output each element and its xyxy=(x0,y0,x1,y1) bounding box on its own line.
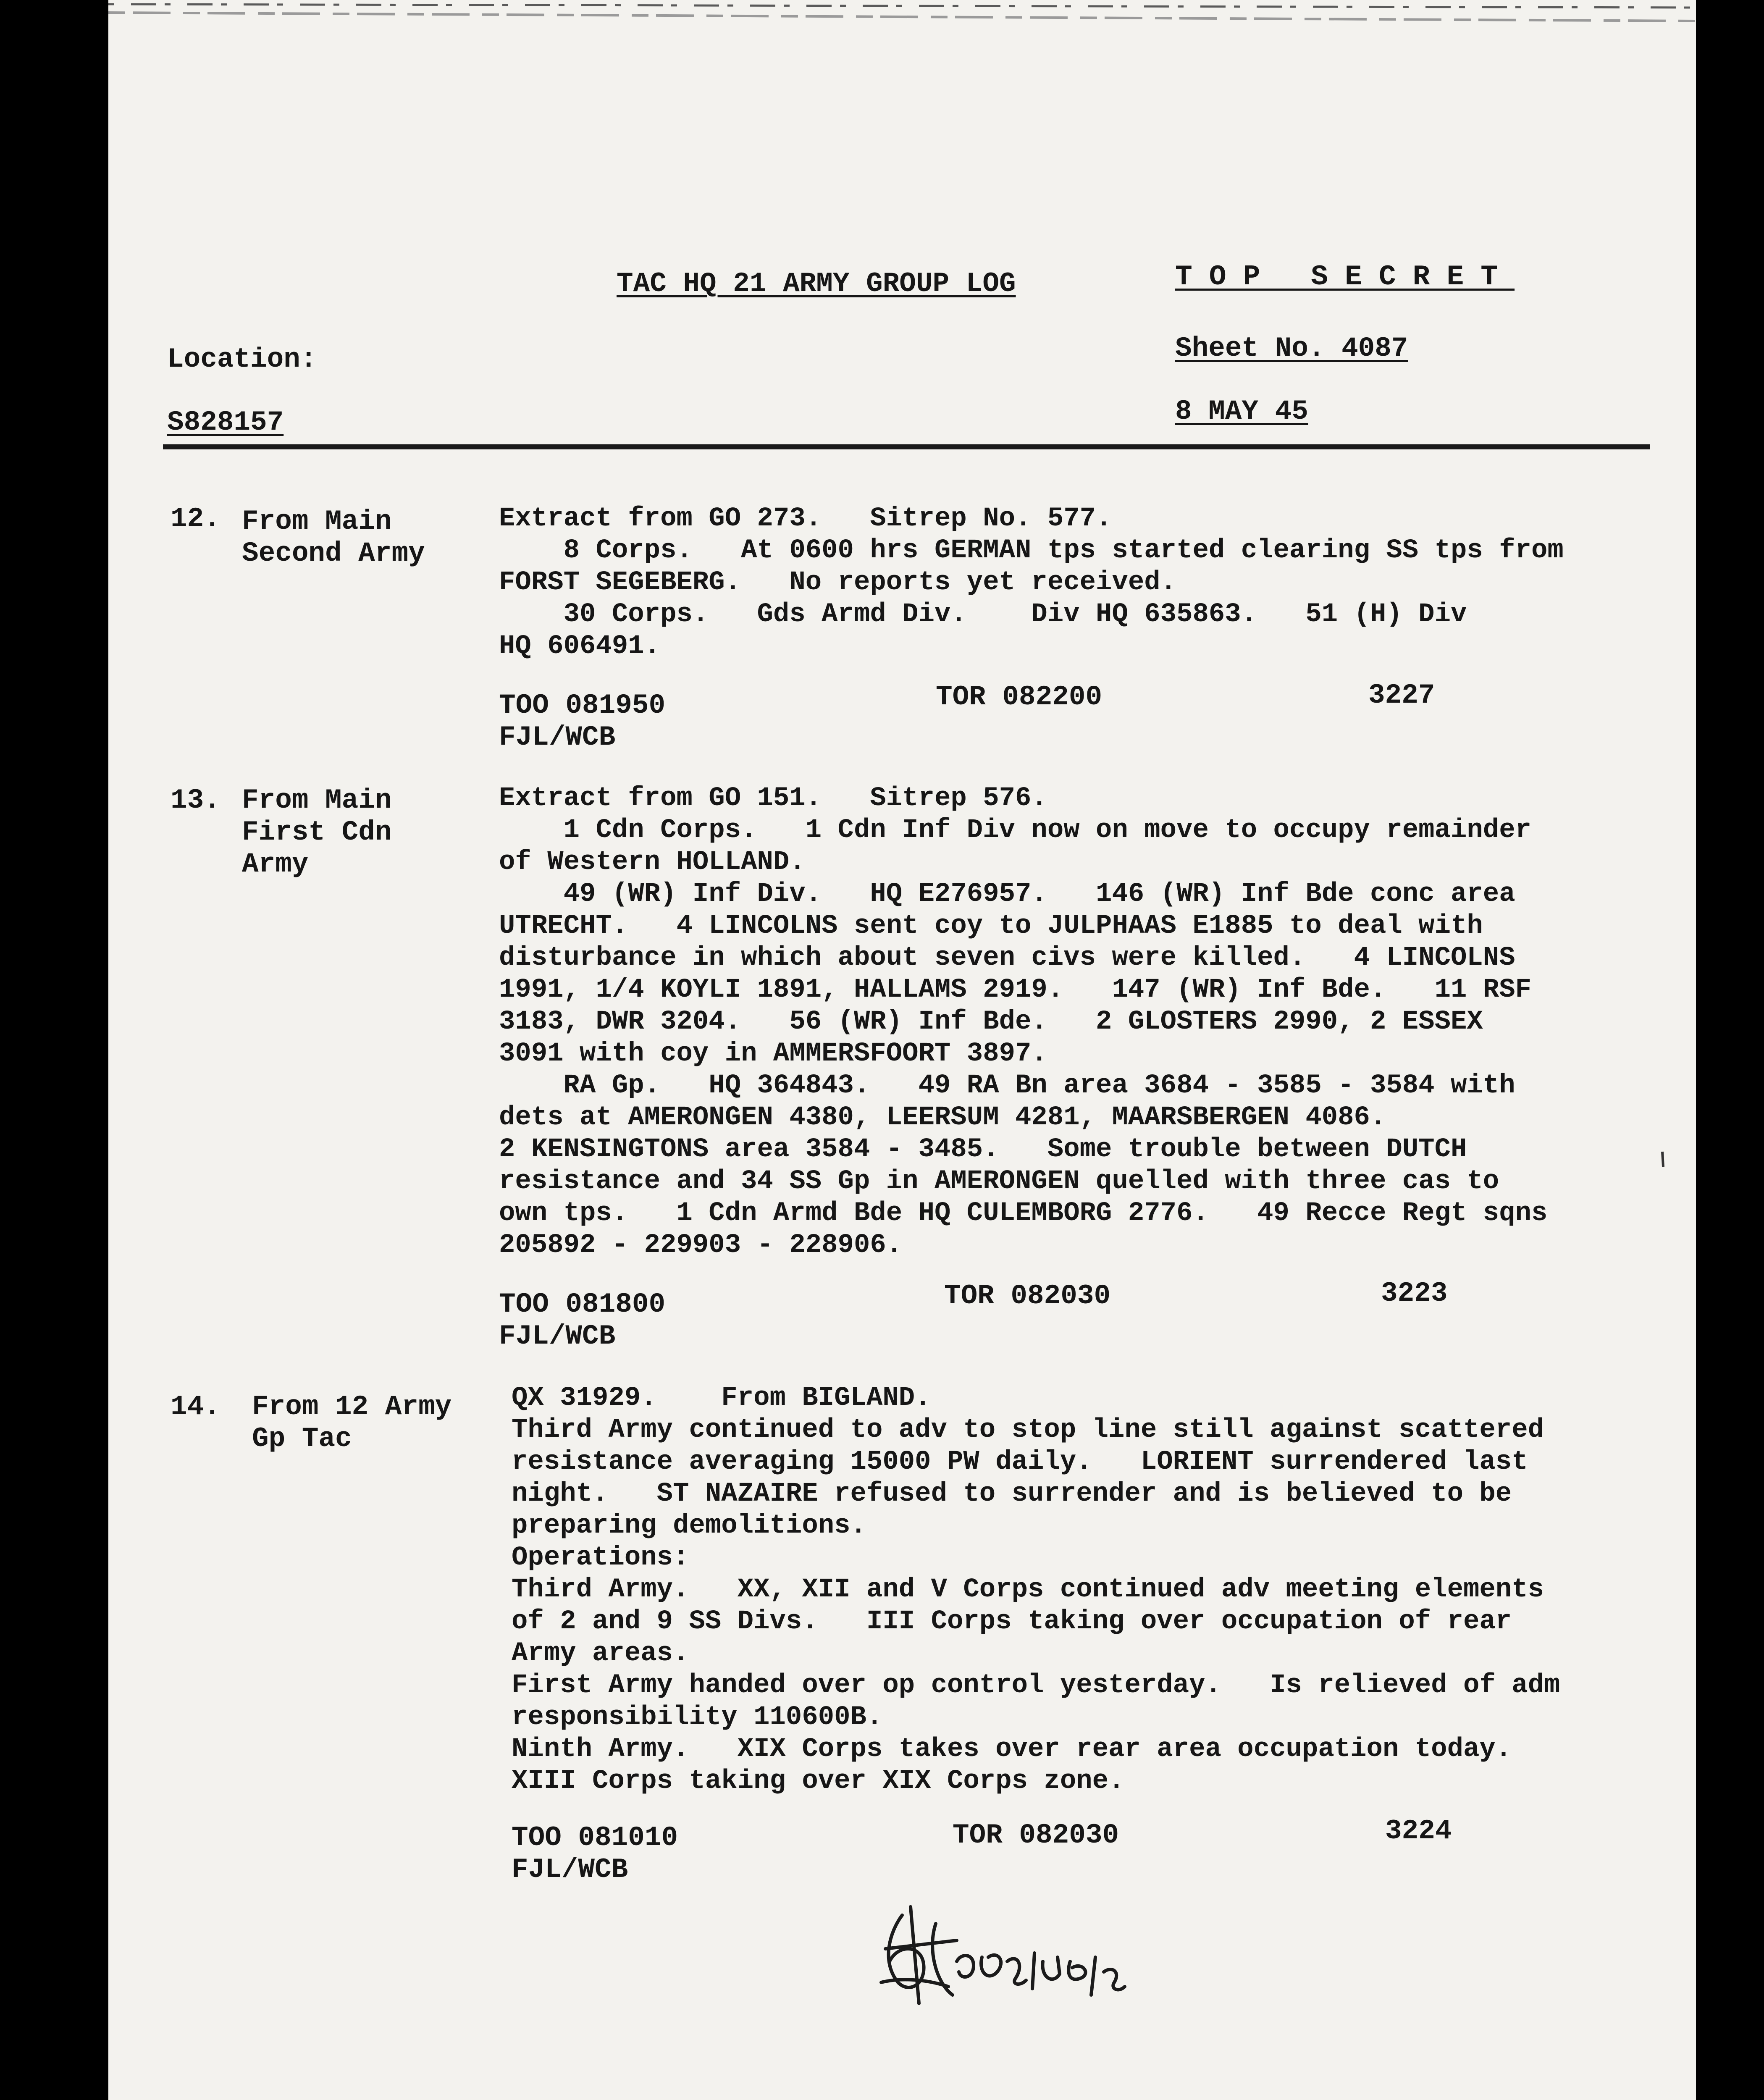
entry-body-line: 49 (WR) Inf Div. HQ E276957. 146 (WR) Inf Bde conc area xyxy=(499,879,1515,909)
entry-source: From 12 Army xyxy=(252,1391,452,1423)
entry-body-line: 3091 with coy in AMMERSFOORT 3897. xyxy=(499,1039,1047,1069)
entry-body-line: Extract from GO 151. Sitrep 576. xyxy=(499,783,1047,814)
serial-number: 3223 xyxy=(1381,1278,1448,1309)
log-title: TAC HQ 21 ARMY GROUP LOG xyxy=(617,268,1016,299)
entry-number: 14. xyxy=(171,1391,220,1423)
initials-ref: FJL/WCB xyxy=(499,722,616,753)
entry-source: From Main xyxy=(242,785,392,816)
entry-number: 13. xyxy=(171,785,220,816)
initials-ref: FJL/WCB xyxy=(512,1854,628,1885)
entry-body-line: Third Army. XX, XII and V Corps continued adv meeting elements xyxy=(512,1575,1544,1605)
entry-body-line: 3183, DWR 3204. 56 (WR) Inf Bde. 2 GLOSTERS 2990, 2 ESSEX xyxy=(499,1007,1483,1037)
entry-body-line: QX 31929. From BIGLAND. xyxy=(512,1383,931,1413)
location-value: S828157 xyxy=(167,407,284,438)
entry-body-line: responsibility 110600B. xyxy=(512,1702,883,1732)
entry-body-line: Extract from GO 273. Sitrep No. 577. xyxy=(499,504,1112,534)
entry-body-line: of Western HOLLAND. xyxy=(499,847,806,877)
entry-body-line: 30 Corps. Gds Armd Div. Div HQ 635863. 51 (H) Div xyxy=(499,599,1467,630)
entry-body-line: resistance and 34 SS Gp in AMERONGEN quelled with three cas to xyxy=(499,1166,1499,1197)
entry-body-line: 1 Cdn Corps. 1 Cdn Inf Div now on move to occupy remainder xyxy=(499,815,1531,845)
entry-source: Second Army xyxy=(242,538,425,569)
log-sheet xyxy=(108,0,1696,2100)
classification-label: TOP SECRET xyxy=(1175,261,1515,293)
entry-body-line: Third Army continued to adv to stop line still against scattered xyxy=(512,1415,1544,1445)
entry-body-line: preparing demolitions. xyxy=(512,1511,866,1541)
location-label: Location: xyxy=(167,344,317,375)
entry-body-line: 2 KENSINGTONS area 3584 - 3485. Some trouble between DUTCH xyxy=(499,1134,1467,1165)
initials-ref: FJL/WCB xyxy=(499,1320,616,1352)
header-divider xyxy=(163,444,1650,449)
time-of-receipt: TOR 082030 xyxy=(953,1819,1119,1851)
entry-source: Army xyxy=(242,848,309,880)
time-of-origin: TOO 081950 xyxy=(499,690,666,721)
entry-number: 12. xyxy=(171,503,220,535)
entry-body-line: 8 Corps. At 0600 hrs GERMAN tps started clearing SS tps from xyxy=(499,536,1564,566)
margin-mark xyxy=(1658,1151,1667,1168)
serial-number: 3227 xyxy=(1368,680,1435,711)
time-of-origin: TOO 081800 xyxy=(499,1289,666,1320)
entry-body-line: UTRECHT. 4 LINCOLNS sent coy to JULPHAAS E1885 to deal with xyxy=(499,911,1483,941)
handwritten-signature xyxy=(873,1898,1200,2033)
entry-body-line: FORST SEGEBERG. No reports yet received. xyxy=(499,567,1177,598)
entry-source: From Main xyxy=(242,506,392,537)
entry-body-line: Ninth Army. XIX Corps takes over rear area occupation today. xyxy=(512,1734,1512,1764)
log-date: 8 MAY 45 xyxy=(1175,396,1308,427)
entry-body-line: First Army handed over op control yesterday. Is relieved of adm xyxy=(512,1670,1560,1701)
entry-body-line: resistance averaging 15000 PW daily. LORIENT surrendered last xyxy=(512,1447,1528,1477)
entry-body-line: Operations: xyxy=(512,1543,689,1573)
entry-body-line: Army areas. xyxy=(512,1638,689,1669)
entry-body-line: HQ 606491. xyxy=(499,631,661,662)
time-of-receipt: TOR 082030 xyxy=(944,1280,1111,1312)
entry-body-line: disturbance in which about seven civs were killed. 4 LINCOLNS xyxy=(499,943,1515,973)
entry-body-line: 1991, 1/4 KOYLI 1891, HALLAMS 2919. 147 (WR) Inf Bde. 11 RSF xyxy=(499,975,1531,1005)
top-edge-scratches xyxy=(108,0,1696,25)
time-of-receipt: TOR 082200 xyxy=(936,681,1102,713)
entry-body-line: own tps. 1 Cdn Armd Bde HQ CULEMBORG 2776. 49 Recce Regt sqns xyxy=(499,1198,1548,1228)
entry-body-line: XIII Corps taking over XIX Corps zone. xyxy=(512,1766,1125,1796)
entry-source: Gp Tac xyxy=(252,1423,352,1454)
serial-number: 3224 xyxy=(1385,1815,1452,1847)
entry-source: First Cdn xyxy=(242,816,392,848)
entry-body-line: of 2 and 9 SS Divs. III Corps taking over occupation of rear xyxy=(512,1606,1512,1637)
entry-body-line: night. ST NAZAIRE refused to surrender and is believed to be xyxy=(512,1479,1512,1509)
sheet-number: Sheet No. 4087 xyxy=(1175,333,1408,364)
time-of-origin: TOO 081010 xyxy=(512,1822,678,1853)
signature-initials-text: 09014512 xyxy=(873,1898,875,1899)
entry-body-line: 205892 - 229903 - 228906. xyxy=(499,1230,903,1260)
entry-body-line: RA Gp. HQ 364843. 49 RA Bn area 3684 - 3585 - 3584 with xyxy=(499,1071,1515,1101)
entry-body-line: dets at AMERONGEN 4380, LEERSUM 4281, MAARSBERGEN 4086. xyxy=(499,1102,1386,1133)
